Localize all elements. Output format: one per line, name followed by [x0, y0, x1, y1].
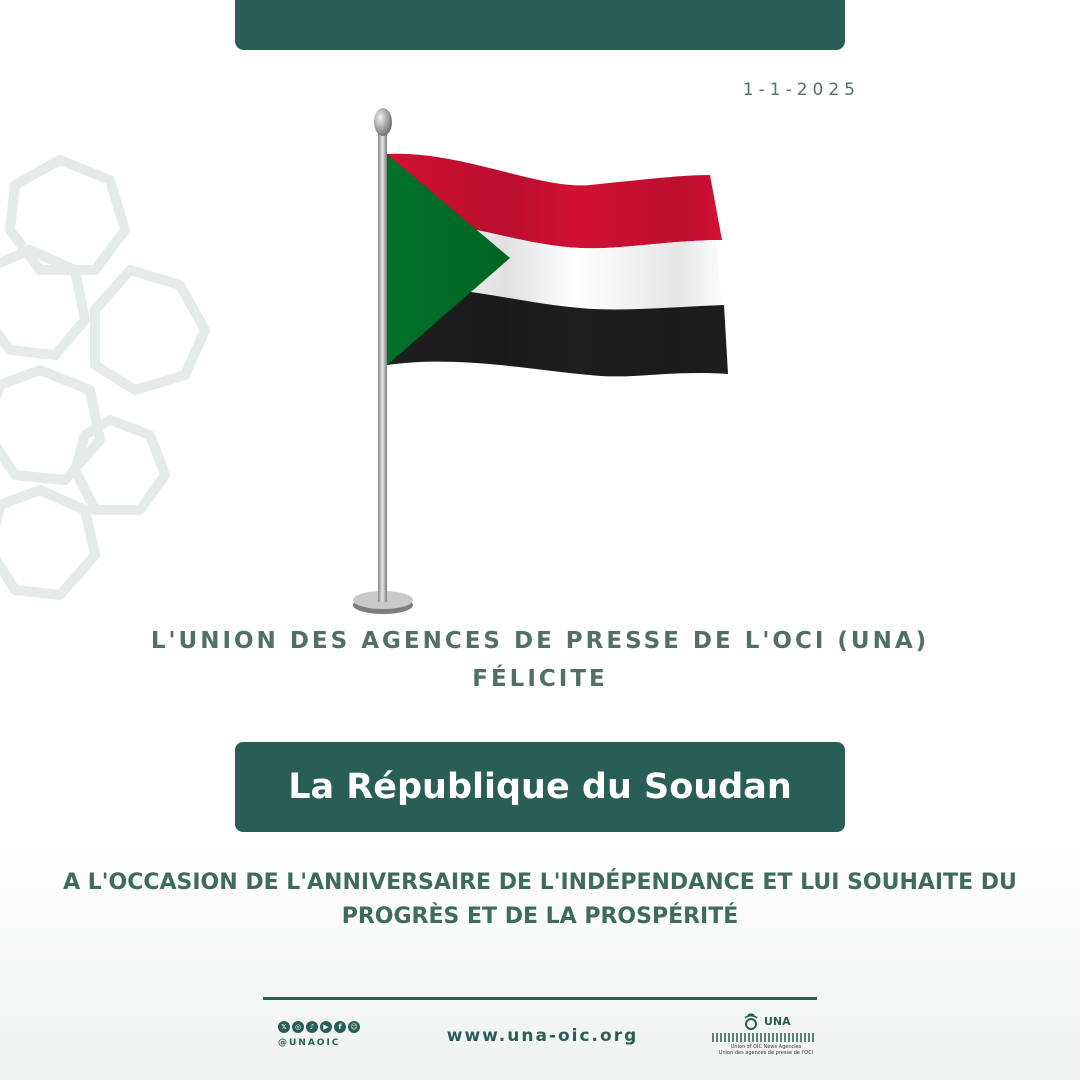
top-banner-bar — [235, 0, 845, 50]
heading-congratulates: FÉLICITE — [472, 666, 608, 692]
una-logo-icon — [740, 1012, 762, 1030]
logo-english-name: Union of OIC News Agencies — [730, 1044, 802, 1050]
website-link[interactable]: www.una-oic.org — [446, 1026, 639, 1046]
occasion-message: A L'OCCASION DE L'ANNIVERSAIRE DE L'INDÉPENDANCE ET LUI SOUHAITE DU PROGRÈS ET DE LA PROSPÉRITÉ — [63, 870, 1017, 929]
snapchat-icon[interactable]: ☺ — [348, 1021, 360, 1033]
logo-french-name: Union des agences de presse de l'OCI — [718, 1050, 814, 1056]
social-icons-row — [278, 1021, 368, 1033]
country-name: La République du Soudan — [288, 767, 792, 807]
social-handle[interactable]: @UNAOIC — [278, 1038, 341, 1048]
youtube-icon[interactable]: ▶ — [320, 1021, 332, 1033]
sudan-flag-illustration — [340, 100, 740, 620]
facebook-icon[interactable]: f — [334, 1021, 346, 1033]
flag-cloth — [387, 154, 728, 377]
social-media-block — [278, 1021, 368, 1048]
x-icon[interactable]: 𝕏 — [278, 1021, 290, 1033]
footer-divider — [263, 997, 817, 1000]
logo-name: UNA — [764, 1014, 791, 1028]
una-logo — [706, 1012, 826, 1056]
logo-arabic-calligraphy — [712, 1033, 816, 1042]
date-label: 1-1-2025 — [742, 80, 860, 100]
instagram-icon[interactable]: ◎ — [292, 1021, 304, 1033]
tiktok-icon[interactable]: ♪ — [306, 1021, 318, 1033]
country-name-banner — [235, 742, 845, 832]
geometric-pattern-decoration — [0, 150, 230, 610]
heading-union-name: L'UNION DES AGENCES DE PRESSE DE L'OCI (UNA) — [150, 628, 930, 654]
